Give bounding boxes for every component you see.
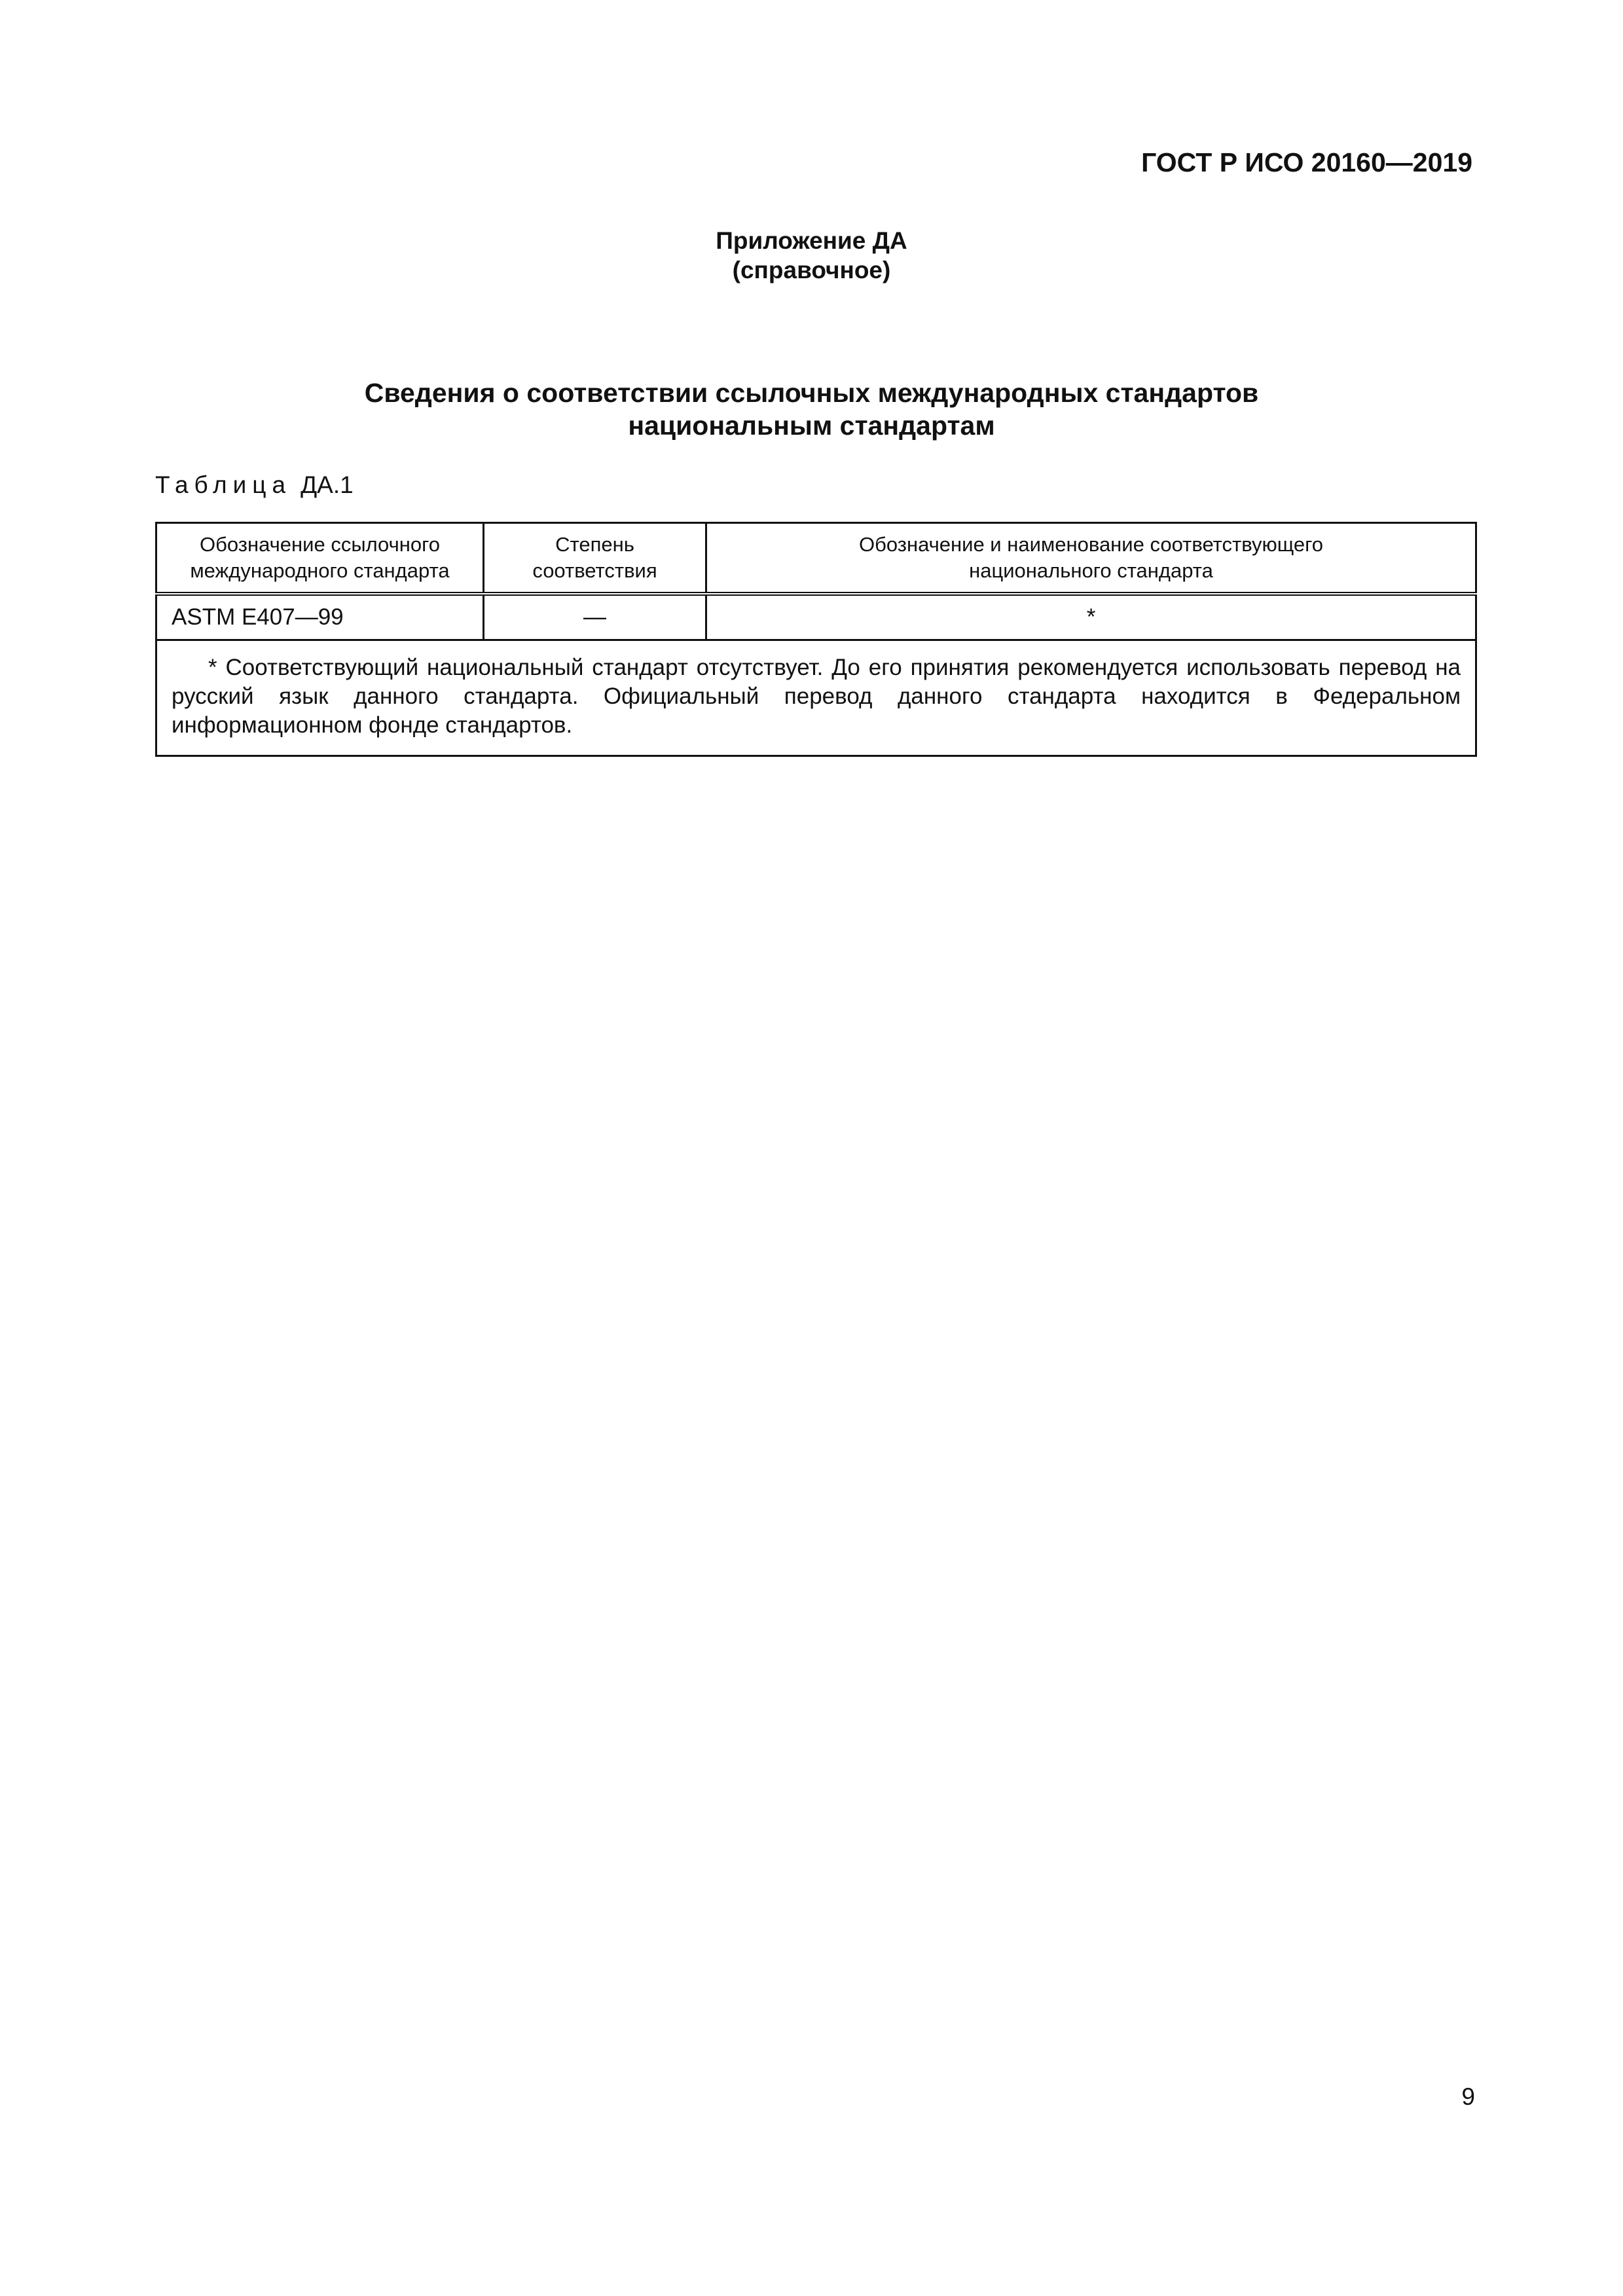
appendix-title-line-2: национальным стандартам (628, 410, 995, 441)
table-footnote (156, 640, 1476, 756)
appendix-heading (0, 226, 1623, 285)
table-footnote-row (156, 640, 1476, 756)
document-code: ГОСТ Р ИСО 20160—2019 (1141, 147, 1472, 177)
table-footnote-text: * Соответствующий национальный стандарт отсутствует. До его принятия рекомендуется использовать перевод на русский язык данного стандарта. Официальный перевод данного стандарта находится в Федеральном информационном фонде стандартов. (172, 655, 1461, 738)
table-caption-number: ДА.1 (301, 471, 354, 498)
header-national-standard: Обозначение и наименование соответствующего национального стандарта (706, 523, 1476, 594)
appendix-title (0, 376, 1623, 442)
table-caption-word: Таблица (155, 471, 292, 498)
cell-degree-of-conformity: — (484, 594, 706, 640)
table-row (156, 594, 1476, 640)
table-caption (155, 471, 354, 499)
page-number: 9 (1461, 2083, 1475, 2110)
table-header-row (156, 523, 1476, 594)
cell-international-standard: ASTM E407—99 (156, 594, 484, 640)
appendix-title-line-1: Сведения о соответствии ссылочных международных стандартов (364, 378, 1259, 408)
appendix-label: Приложение ДА (716, 227, 907, 254)
appendix-type: (справочное) (732, 257, 891, 283)
standards-correspondence-table (155, 522, 1477, 757)
header-international-standard: Обозначение ссылочного международного стандарта (156, 523, 484, 594)
header-degree-of-conformity: Степень соответствия (484, 523, 706, 594)
cell-national-standard: * (706, 594, 1476, 640)
